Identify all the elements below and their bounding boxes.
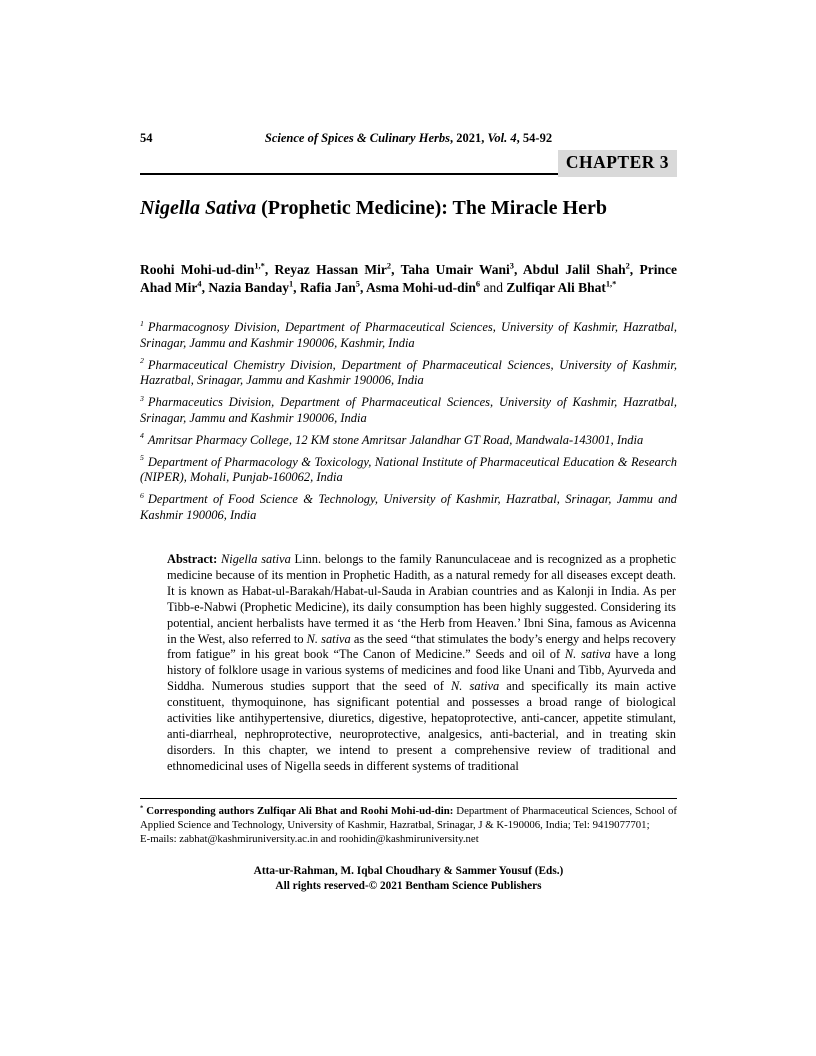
affiliation-superscript: 3 [140, 393, 144, 403]
editors-line: Atta-ur-Rahman, M. Iqbal Choudhary & Sammer Yousuf (Eds.) [253, 865, 564, 877]
footnote-emails: E-mails: zabhat@kashmiruniversity.ac.in and roohidin@kashmiruniversity.net [140, 833, 479, 845]
affiliation-superscript: 5 [140, 453, 144, 463]
affiliations [140, 320, 677, 530]
page-number: 54 [140, 131, 153, 145]
affiliation-3 [140, 395, 677, 426]
affiliation-5 [140, 455, 677, 486]
authors-line: Roohi Mohi-ud-din$^{1,*}$, Reyaz Hassan Mir$^2$, Taha Umair Wani$^3$, Abdul Jalil Shah$^2$, Prince Ahad Mir$^4$, Nazia Banday$^1$, Rafia Jan$^5$, Asma Mohi-ud-din$^6$ and Zulfiqar Ali Bhat$^{1,*}$ [140, 261, 677, 295]
footnote-text: * Corresponding authors Zulfiqar Ali Bhat and Roohi Mohi-ud-din: Department of Pharmaceutical Sciences, School of Applied Science and Technology, University of Kashmir, Hazratbal, Srinagar, J & K-190006, India; Tel: 9419077701; [140, 804, 677, 831]
chapter-badge: CHAPTER 3 [558, 150, 677, 177]
affiliation-text: Pharmacognosy Division, Department of Pharmaceutical Sciences, University of Kashmir, Hazratbal, Srinagar, Jammu and Kashmir 190006, Kashmir, India [140, 320, 677, 350]
affiliation-6 [140, 492, 677, 523]
affiliation-2 [140, 358, 677, 389]
chapter-title: Nigella Sativa (Prophetic Medicine): The Miracle Herb [140, 197, 607, 219]
affiliation-text: Department of Pharmacology & Toxicology, National Institute of Pharmaceutical Education & Research (NIPER), Mohali, Punjab-160062, India [140, 454, 677, 484]
publisher-block [140, 864, 677, 894]
affiliation-text: Pharmaceutics Division, Department of Pharmaceutical Sciences, University of Kashmir, Hazratbal, Srinagar, Jammu and Kashmir 190006, India [140, 395, 677, 425]
journal-reference: Science of Spices & Culinary Herbs, 2021, Vol. 4, 54-92 [264, 131, 553, 145]
affiliation-text: Amritsar Pharmacy College, 12 KM stone Amritsar Jalandhar GT Road, Mandwala-143001, India [147, 432, 644, 447]
page-header [140, 131, 677, 146]
affiliation-text: Pharmaceutical Chemistry Division, Department of Pharmaceutical Sciences, University of Kashmir, Hazratbal, Srinagar, Jammu and Kashmir 190006, India [140, 357, 677, 387]
abstract: Abstract: Nigella sativa Linn. belongs to the family Ranunculaceae and is recognized as a prophetic medicine because of its mention in Prophetic Hadith, as a natural remedy for all diseases except death. It is known as Habat-ul-Barakah/Habat-ul-Sauda in Arabian countries and as Kalonji in India. As per Tibb-e-Nabwi (Prophetic Medicine), its daily consumption has been highly suggested. Considering its potential, ancient herbalists have termed it as ‘the Herb from Heaven.’ Ibni Sina, famous as Avicenna in the West, also referred to N. sativa as the seed “that stimulates the body’s energy and helps recovery from fatigue” in his great book “The Canon of Medicine.” Seeds and oil of N. sativa have a long history of folklore usage in various systems of medicines and food like Unani and Tibb, Ayurveda and Siddha. Numerous studies support that the seed of N. sativa and specifically its main active constituent, thymoquinone, has significant potential and possesses a broad range of biological activities like antihypertensive, diuretics, digestive, hepatoprotective, anti-cancer, appetite stimulant, anti-diarrheal, nephroprotective, neuroprotective, analgesics, anti-bacterial, and in treating skin disorders. In this chapter, we intend to present a comprehensive review of traditional and ethnomedicinal uses of Nigella seeds in different systems of traditional [167, 552, 676, 773]
copyright-line: All rights reserved-© 2021 Bentham Science Publishers [275, 880, 542, 892]
affiliation-4 [140, 433, 677, 449]
affiliation-superscript: 2 [140, 356, 144, 366]
affiliation-superscript: 1 [140, 318, 144, 328]
affiliation-1 [140, 320, 677, 351]
affiliation-text: Department of Food Science & Technology, University of Kashmir, Hazratbal, Srinagar, Jammu and Kashmir 190006, India [140, 492, 677, 522]
affiliation-superscript: 6 [140, 490, 144, 500]
affiliation-superscript: 4 [140, 431, 144, 441]
corresponding-author-footnote [140, 798, 677, 846]
chapter-rule [140, 150, 677, 175]
